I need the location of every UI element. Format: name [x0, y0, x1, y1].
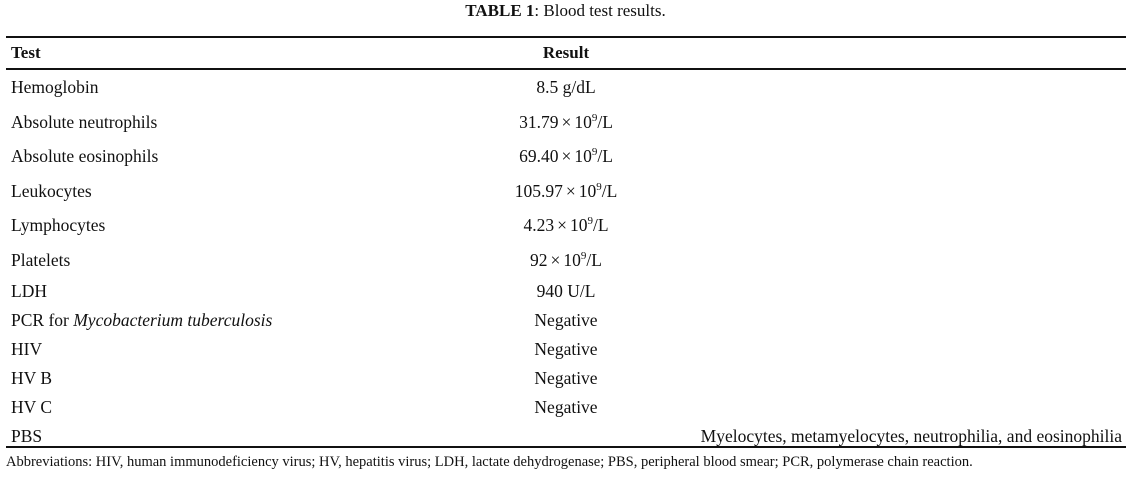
times-symbol: × — [550, 249, 561, 270]
table-row — [6, 105, 1126, 140]
times-symbol: × — [557, 215, 567, 235]
test-name-cell: HV B — [11, 368, 53, 388]
table-caption-label: TABLE 1 — [465, 1, 535, 20]
times-symbol: × — [565, 180, 576, 201]
result-value: 4.23 — [523, 215, 555, 235]
result-unit: /L — [601, 180, 618, 201]
test-name-cell: HV C — [11, 397, 53, 417]
table-row — [6, 174, 1126, 209]
table-caption-text: : Blood test results. — [534, 1, 666, 20]
table-row: HIV Negative — [6, 335, 1126, 364]
column-header-test: Test — [11, 43, 41, 62]
column-header-result: Result — [542, 43, 590, 62]
result-value: 31.79 — [519, 111, 559, 132]
times-symbol: × — [561, 146, 572, 166]
table-row — [6, 208, 1126, 243]
result-base: 10 — [574, 146, 592, 166]
test-name-cell: Platelets — [11, 249, 71, 270]
test-name-cell: Hemoglobin — [11, 77, 99, 97]
test-name-cell: HIV — [11, 339, 43, 359]
table-body — [6, 70, 1126, 451]
table-bottom-rule — [6, 446, 1126, 448]
test-name-cell: Lymphocytes — [11, 215, 106, 235]
table-row: PCR for Mycobacterium tuberculosis Negative — [6, 306, 1126, 335]
result-unit: /L — [592, 215, 609, 235]
table-row — [6, 243, 1126, 278]
table-footnote: Abbreviations: HIV, human immunodeficiency virus; HV, hepatitis virus; LDH, lactate dehydrogenase; PBS, peripheral blood smear; PCR, polymerase chain reaction. — [6, 454, 973, 470]
test-name-cell: Leukocytes — [11, 180, 92, 201]
test-name-prefix: PCR for — [11, 310, 74, 330]
result-value: 105.97 — [514, 180, 563, 201]
result-value: 69.40 — [519, 146, 559, 166]
table-header — [6, 38, 1126, 68]
table-row: HV B Negative — [6, 364, 1126, 393]
test-name-cell: Absolute neutrophils — [11, 111, 158, 132]
result-exponent: 9 — [591, 111, 598, 124]
test-name-organism: Mycobacterium tuberculosis — [73, 310, 273, 330]
result-value: 92 — [530, 249, 548, 270]
result-exponent: 9 — [580, 249, 587, 262]
test-name-cell: Absolute eosinophils — [11, 146, 159, 166]
table-row: PBS Myelocytes, metamyelocytes, neutrophilia, and eosinophilia — [6, 422, 1126, 451]
result-base: 10 — [569, 215, 588, 235]
result-unit: /L — [586, 249, 602, 270]
table-row: LDH 940 U/L — [6, 277, 1126, 306]
result-exponent: 9 — [596, 180, 602, 193]
table-row: HV C Negative — [6, 393, 1126, 422]
test-name-cell: PBS — [11, 426, 43, 446]
result-exponent: 9 — [587, 215, 593, 227]
result-unit: /L — [597, 111, 613, 132]
table-row — [6, 139, 1126, 174]
table-caption — [0, 0, 1131, 22]
result-base: 10 — [578, 180, 597, 201]
times-symbol: × — [561, 111, 572, 132]
test-name-cell — [11, 306, 272, 335]
result-exponent: 9 — [591, 146, 598, 158]
result-unit: /L — [597, 146, 613, 166]
result-base: 10 — [563, 249, 581, 270]
result-base: 10 — [574, 111, 592, 132]
test-name-cell: LDH — [11, 281, 47, 301]
table-row: Hemoglobin 8.5 g/dL — [6, 70, 1126, 105]
